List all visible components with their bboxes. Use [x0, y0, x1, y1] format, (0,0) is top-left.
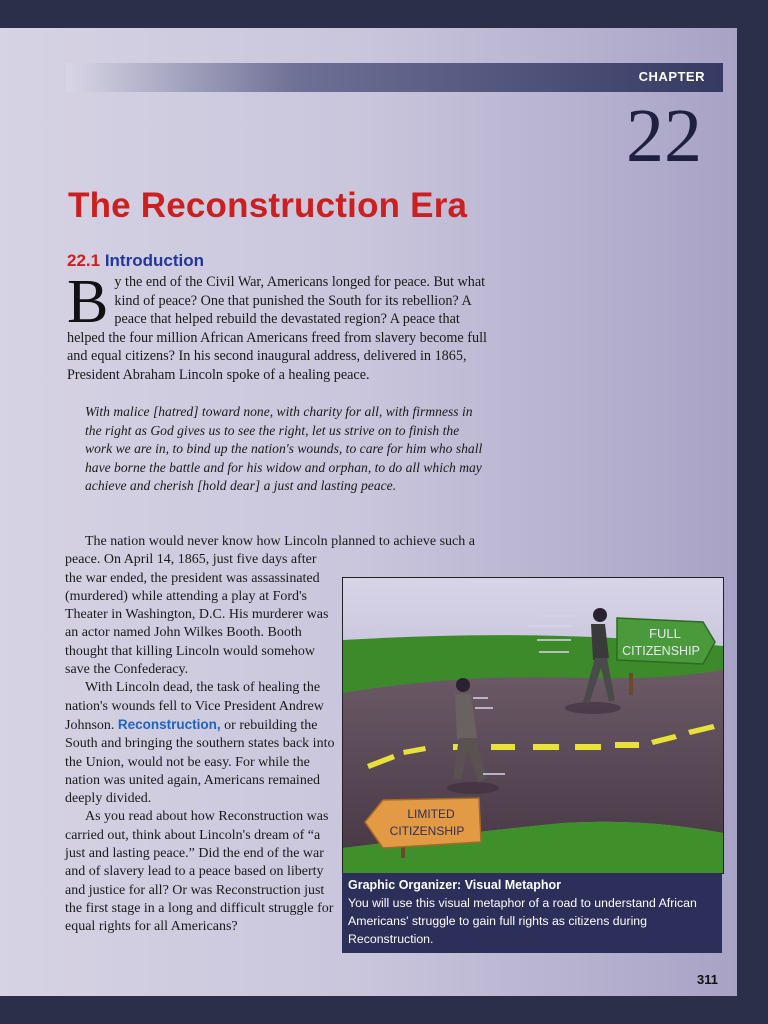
caption-title: Graphic Organizer: Visual Metaphor	[348, 878, 562, 892]
lincoln-quote: With malice [hatred] toward none, with charity for all, with firmness in the right as God gives us to see the right, let us strive on to finish the work we are in, to bind up the nation's wounds, to care for him who shall have borne the battle and for his widow and orphan, to do all which may achieve and cherish [hold dear] a just and lasting peace.	[85, 404, 483, 494]
body-line-1: The nation would never know how Lincoln planned to achieve such a	[85, 534, 475, 549]
chapter-title: The Reconstruction Era	[68, 186, 468, 225]
keyword-reconstruction[interactable]: Reconstruction,	[117, 716, 221, 732]
body-paragraph-3: As you read about how Reconstruction was carried out, think about Lincoln's dream of “a just and lasting peace.” Did the end of the war and of slavery lead to a peace based on liberty and justice for all? Or was Reconstruction just the first stage in a long and difficult struggle for equal rights for all Americans?	[65, 809, 334, 935]
sign-limited-line1: LIMITED	[407, 807, 455, 821]
body-paragraph-1: peace. On April 14, 1865, just five days after the war ended, the president was assassinated (murdered) while attending a play at Ford's Theater in Washington, D.C. His murderer was an actor named John Wilkes Booth. Booth thought that killing Lincoln would somehow save the Confederacy.	[65, 552, 329, 678]
chapter-label: CHAPTER	[638, 69, 705, 84]
graphic-organizer-caption	[342, 873, 722, 953]
body-paragraph-2-before: With Lincoln dead, the task of healing the nation's wounds fell to Vice President Andrew Johnson.	[65, 680, 324, 733]
sign-limited-line2: CITIZENSHIP	[389, 824, 465, 838]
chapter-number: 22	[626, 94, 702, 178]
body-paragraph-2-after: or rebuilding the South and bringing the southern states back into the Union, would not be easy. For while the nation was united again, Americans remained deeply divided.	[65, 717, 335, 807]
body-paragraph-2	[65, 679, 335, 808]
section-title: Introduction	[104, 251, 204, 270]
chapter-band	[66, 63, 723, 92]
road-illustration	[343, 578, 723, 873]
drop-cap: B	[67, 268, 109, 336]
intro-paragraph	[67, 268, 492, 384]
page-number: 311	[697, 972, 718, 987]
section-number: 22.1	[67, 251, 101, 270]
intro-text: y the end of the Civil War, Americans longed for peace. But what kind of peace? One that punished the South for its rebellion? A peace that helped rebuild the devastated region? A peace that helped the four million African Americans freed from slavery become full and equal citizens? In his second inaugural address, delivered in 1865, President Abraham Lincoln spoke of a healing peace.	[67, 274, 487, 383]
caption-text: You will use this visual metaphor of a road to understand African Americans' struggle to gain full rights as citizens during Reconstruction.	[348, 896, 697, 946]
sign-full-line2: CITIZENSHIP	[622, 644, 700, 658]
textbook-page	[0, 28, 737, 996]
sign-full-line1: FULL	[649, 626, 681, 641]
visual-metaphor-illustration	[342, 577, 724, 874]
page-edge	[0, 996, 768, 1024]
